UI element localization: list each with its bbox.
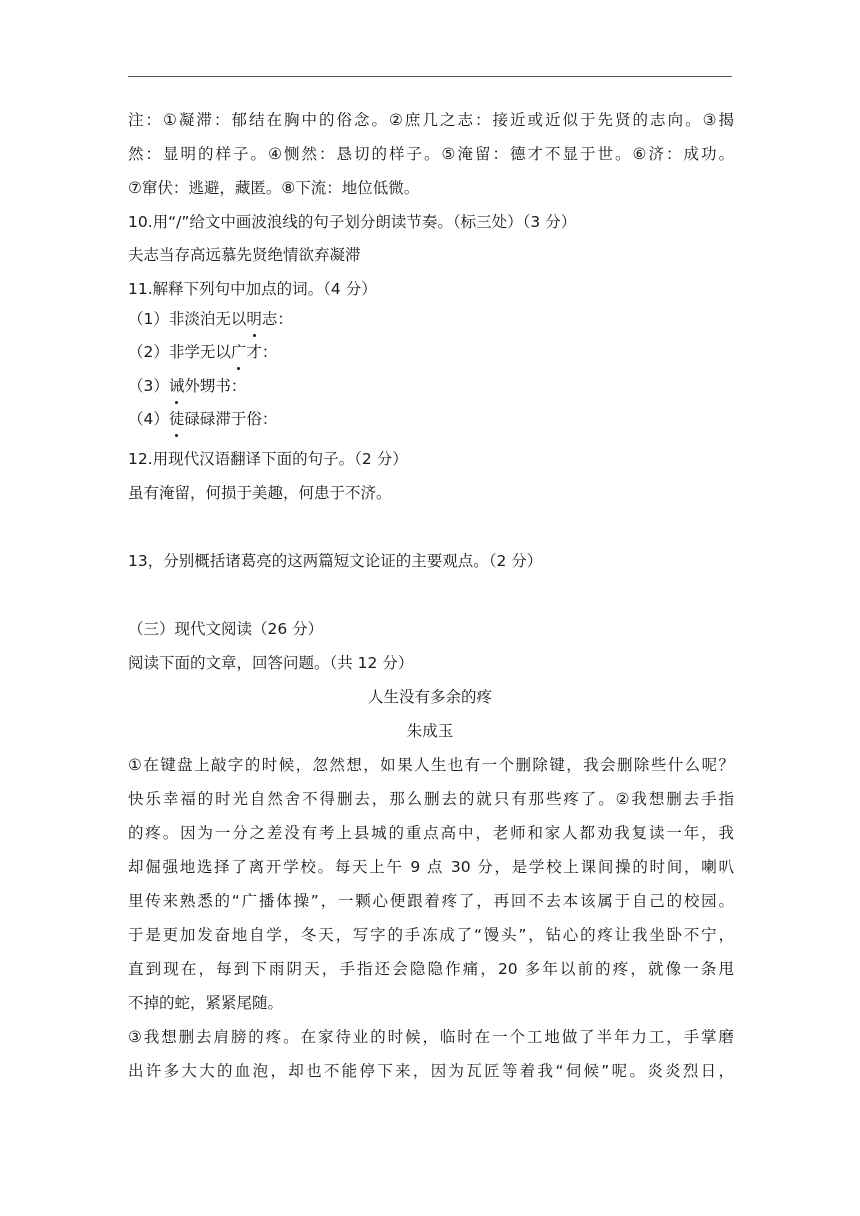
- question-11-item: （1）非淡泊无以明志：: [128, 310, 293, 328]
- section-instruction: 阅读下面的文章，回答问题。（共 12 分）: [128, 654, 414, 672]
- passage-line: 于是更加发奋地自学，冬天，写字的手冻成了“馒头”，钻心的疼让我坐卧不宁，: [128, 926, 734, 944]
- question-12-sentence: 虽有淹留，何损于美趣，何患于不济。: [128, 484, 392, 502]
- emphasis-dot-word: 徒: [168, 410, 185, 428]
- passage-line: 快乐幸福的时光自然舍不得删去，那么删去的就只有那些疼了。②我想删去手指: [128, 790, 734, 808]
- emphasis-dot-word: 广: [230, 343, 247, 361]
- note-line: 然：显明的样子。④恻然：恳切的样子。⑤淹留：德才不显于世。⑥济：成功。: [128, 145, 734, 163]
- header-rule: [128, 76, 732, 77]
- article-author: 朱成玉: [406, 722, 454, 740]
- emphasis-dot-word: 明: [246, 310, 262, 328]
- passage-line: 的疼。因为一分之差没有考上县城的重点高中，老师和家人都劝我复读一年，我: [128, 824, 734, 842]
- question-13-prompt: 13，分别概括诸葛亮的这两篇短文论证的主要观点。（2 分）: [128, 552, 543, 570]
- question-10-prompt: 10.用“/”给文中画波浪线的句子划分朗读节奏。（标三处）（3 分）: [128, 213, 577, 231]
- emphasis-dot-word: 诫: [168, 377, 185, 395]
- passage-line: ①在键盘上敲字的时候，忽然想，如果人生也有一个删除键，我会删除些什么呢？: [128, 756, 734, 774]
- passage-line: 不掉的蛇，紧紧尾随。: [128, 994, 284, 1012]
- article-title: 人生没有多余的疼: [367, 688, 492, 706]
- question-11-item: （3）诫外甥书：: [128, 377, 247, 395]
- question-11-prompt: 11.解释下列句中加点的词。（4 分）: [128, 280, 377, 298]
- question-12-prompt: 12.用现代汉语翻译下面的句子。（2 分）: [128, 450, 408, 468]
- passage-line: 出许多大大的血泡，却也不能停下来，因为瓦匠等着我“伺候”呢。炎炎烈日，: [128, 1062, 734, 1080]
- passage-line: 直到现在，每到下雨阴天，手指还会隐隐作痛，20 多年以前的疼，就像一条甩: [128, 960, 734, 978]
- section-heading: （三）现代文阅读（26 分）: [128, 620, 324, 638]
- note-line: 注：①凝滞：郁结在胸中的俗念。②庶几之志：接近或近似于先贤的志向。③揭: [128, 111, 734, 129]
- question-11-item: （2）非学无以广才：: [128, 343, 278, 361]
- question-10-sentence: 夫志当存高远慕先贤绝情欲弃凝滞: [128, 246, 361, 264]
- passage-line: ③我想删去肩膀的疼。在家待业的时候，临时在一个工地做了半年力工，手掌磨: [128, 1028, 734, 1046]
- question-11-item: （4）徒碌碌滞于俗：: [128, 410, 278, 428]
- passage-line: 却倔强地选择了离开学校。每天上午 9 点 30 分，是学校上课间操的时间，喇叭: [128, 858, 734, 876]
- passage-line: 里传来熟悉的“广播体操”，一颗心便跟着疼了，再回不去本该属于自己的校园。: [128, 892, 734, 910]
- note-line: ⑦窜伏：逃避，藏匿。⑧下流：地位低微。: [128, 179, 420, 197]
